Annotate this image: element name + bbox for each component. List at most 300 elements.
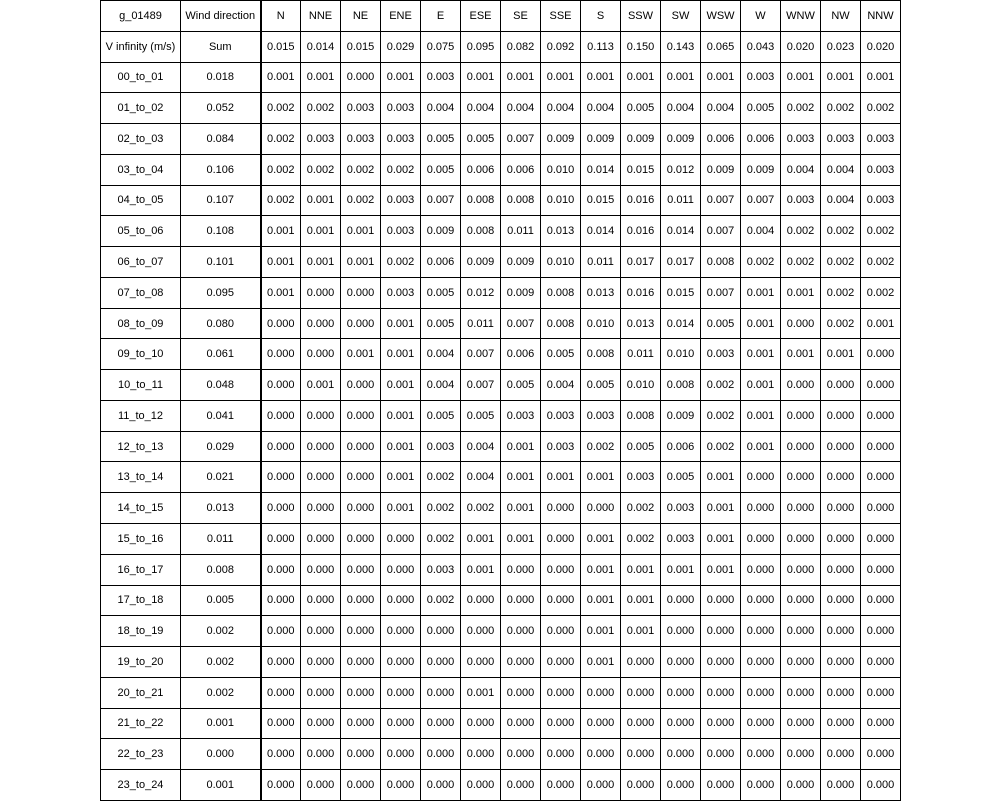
direction-header-wnw: WNW — [781, 1, 821, 32]
frequency-cell: 0.008 — [661, 370, 701, 401]
frequency-cell: 0.000 — [341, 493, 381, 524]
frequency-cell: 0.000 — [821, 647, 861, 678]
table-row — [101, 493, 901, 524]
frequency-cell: 0.001 — [501, 431, 541, 462]
row-sum: 0.005 — [181, 585, 261, 616]
frequency-cell: 0.002 — [861, 277, 901, 308]
frequency-cell: 0.005 — [621, 431, 661, 462]
frequency-cell: 0.001 — [741, 277, 781, 308]
frequency-cell: 0.006 — [501, 339, 541, 370]
table-row — [101, 616, 901, 647]
frequency-cell: 0.001 — [541, 62, 581, 93]
frequency-cell: 0.007 — [501, 308, 541, 339]
frequency-cell: 0.000 — [381, 616, 421, 647]
frequency-cell: 0.000 — [261, 616, 301, 647]
direction-total-se: 0.082 — [501, 31, 541, 62]
frequency-cell: 0.000 — [461, 739, 501, 770]
frequency-cell: 0.002 — [261, 93, 301, 124]
frequency-cell: 0.000 — [541, 524, 581, 555]
direction-header-sw: SW — [661, 1, 701, 32]
sum-header: Sum — [181, 31, 261, 62]
frequency-cell: 0.000 — [301, 462, 341, 493]
frequency-cell: 0.000 — [261, 308, 301, 339]
frequency-cell: 0.000 — [301, 770, 341, 801]
frequency-cell: 0.007 — [741, 185, 781, 216]
frequency-cell: 0.003 — [661, 524, 701, 555]
frequency-cell: 0.014 — [581, 154, 621, 185]
direction-header-ese: ESE — [461, 1, 501, 32]
frequency-cell: 0.001 — [261, 277, 301, 308]
frequency-cell: 0.002 — [861, 247, 901, 278]
row-sum: 0.061 — [181, 339, 261, 370]
frequency-cell: 0.000 — [541, 708, 581, 739]
frequency-cell: 0.001 — [301, 216, 341, 247]
frequency-cell: 0.007 — [701, 185, 741, 216]
frequency-cell: 0.000 — [261, 770, 301, 801]
table-row — [101, 585, 901, 616]
frequency-cell: 0.000 — [781, 431, 821, 462]
frequency-cell: 0.000 — [341, 647, 381, 678]
frequency-cell: 0.000 — [301, 708, 341, 739]
table-row — [101, 524, 901, 555]
frequency-cell: 0.000 — [261, 400, 301, 431]
frequency-cell: 0.002 — [301, 154, 341, 185]
speed-bin-label: 00_to_01 — [101, 62, 181, 93]
frequency-cell: 0.004 — [701, 93, 741, 124]
frequency-cell: 0.007 — [701, 216, 741, 247]
frequency-cell: 0.014 — [661, 216, 701, 247]
frequency-cell: 0.001 — [541, 462, 581, 493]
frequency-cell: 0.002 — [701, 370, 741, 401]
frequency-cell: 0.000 — [301, 739, 341, 770]
frequency-cell: 0.000 — [301, 493, 341, 524]
row-sum: 0.084 — [181, 124, 261, 155]
frequency-cell: 0.008 — [621, 400, 661, 431]
frequency-cell: 0.003 — [541, 400, 581, 431]
frequency-cell: 0.003 — [621, 462, 661, 493]
wind-direction-header: Wind direction — [181, 1, 261, 32]
frequency-cell: 0.000 — [341, 770, 381, 801]
frequency-cell: 0.002 — [821, 216, 861, 247]
frequency-cell: 0.003 — [341, 93, 381, 124]
frequency-cell: 0.000 — [621, 770, 661, 801]
frequency-cell: 0.001 — [261, 216, 301, 247]
frequency-cell: 0.000 — [661, 647, 701, 678]
frequency-cell: 0.000 — [701, 677, 741, 708]
frequency-cell: 0.004 — [781, 154, 821, 185]
row-sum: 0.041 — [181, 400, 261, 431]
frequency-cell: 0.001 — [821, 339, 861, 370]
frequency-cell: 0.002 — [861, 93, 901, 124]
frequency-cell: 0.000 — [261, 493, 301, 524]
frequency-cell: 0.000 — [341, 708, 381, 739]
frequency-cell: 0.000 — [461, 616, 501, 647]
frequency-cell: 0.000 — [381, 585, 421, 616]
frequency-cell: 0.002 — [821, 308, 861, 339]
frequency-cell: 0.000 — [501, 708, 541, 739]
frequency-cell: 0.003 — [381, 277, 421, 308]
frequency-cell: 0.001 — [381, 339, 421, 370]
frequency-cell: 0.004 — [501, 93, 541, 124]
frequency-cell: 0.010 — [541, 247, 581, 278]
frequency-cell: 0.001 — [381, 462, 421, 493]
frequency-cell: 0.001 — [661, 554, 701, 585]
frequency-cell: 0.000 — [701, 647, 741, 678]
frequency-cell: 0.004 — [821, 185, 861, 216]
direction-total-nne: 0.014 — [301, 31, 341, 62]
frequency-cell: 0.001 — [381, 431, 421, 462]
frequency-cell: 0.004 — [541, 370, 581, 401]
frequency-cell: 0.000 — [261, 585, 301, 616]
frequency-cell: 0.000 — [701, 708, 741, 739]
frequency-cell: 0.000 — [781, 400, 821, 431]
speed-bin-label: 21_to_22 — [101, 708, 181, 739]
frequency-cell: 0.000 — [741, 493, 781, 524]
frequency-cell: 0.000 — [301, 677, 341, 708]
frequency-cell: 0.000 — [341, 585, 381, 616]
frequency-cell: 0.000 — [341, 370, 381, 401]
frequency-cell: 0.005 — [741, 93, 781, 124]
row-sum: 0.107 — [181, 185, 261, 216]
frequency-cell: 0.000 — [461, 708, 501, 739]
frequency-cell: 0.000 — [821, 493, 861, 524]
frequency-cell: 0.000 — [821, 462, 861, 493]
frequency-cell: 0.000 — [341, 739, 381, 770]
frequency-cell: 0.000 — [381, 677, 421, 708]
frequency-cell: 0.002 — [621, 493, 661, 524]
row-sum: 0.000 — [181, 739, 261, 770]
frequency-cell: 0.007 — [701, 277, 741, 308]
frequency-cell: 0.009 — [421, 216, 461, 247]
frequency-cell: 0.001 — [301, 370, 341, 401]
frequency-cell: 0.001 — [301, 62, 341, 93]
frequency-cell: 0.001 — [581, 62, 621, 93]
frequency-cell: 0.000 — [861, 770, 901, 801]
frequency-cell: 0.001 — [461, 62, 501, 93]
frequency-cell: 0.000 — [261, 554, 301, 585]
frequency-cell: 0.000 — [861, 370, 901, 401]
frequency-cell: 0.012 — [661, 154, 701, 185]
frequency-cell: 0.000 — [261, 708, 301, 739]
speed-bin-label: 13_to_14 — [101, 462, 181, 493]
frequency-cell: 0.002 — [821, 247, 861, 278]
frequency-cell: 0.008 — [541, 308, 581, 339]
frequency-cell: 0.000 — [781, 493, 821, 524]
frequency-cell: 0.004 — [461, 462, 501, 493]
frequency-cell: 0.014 — [661, 308, 701, 339]
frequency-cell: 0.004 — [541, 93, 581, 124]
frequency-cell: 0.001 — [581, 524, 621, 555]
frequency-cell: 0.002 — [341, 185, 381, 216]
frequency-cell: 0.001 — [621, 62, 661, 93]
frequency-cell: 0.000 — [861, 493, 901, 524]
frequency-cell: 0.000 — [341, 462, 381, 493]
frequency-cell: 0.016 — [621, 277, 661, 308]
frequency-cell: 0.000 — [661, 770, 701, 801]
frequency-cell: 0.011 — [581, 247, 621, 278]
table-row — [101, 431, 901, 462]
frequency-cell: 0.000 — [861, 554, 901, 585]
frequency-cell: 0.000 — [821, 370, 861, 401]
frequency-cell: 0.000 — [861, 339, 901, 370]
frequency-cell: 0.011 — [501, 216, 541, 247]
frequency-cell: 0.000 — [341, 524, 381, 555]
row-sum: 0.001 — [181, 770, 261, 801]
speed-bin-label: 12_to_13 — [101, 431, 181, 462]
frequency-cell: 0.000 — [781, 616, 821, 647]
speed-bin-label: 01_to_02 — [101, 93, 181, 124]
frequency-cell: 0.000 — [821, 708, 861, 739]
frequency-cell: 0.003 — [541, 431, 581, 462]
frequency-cell: 0.002 — [701, 431, 741, 462]
frequency-cell: 0.001 — [341, 216, 381, 247]
frequency-cell: 0.003 — [421, 431, 461, 462]
frequency-cell: 0.000 — [381, 524, 421, 555]
frequency-cell: 0.000 — [861, 647, 901, 678]
table-row — [101, 708, 901, 739]
frequency-cell: 0.009 — [581, 124, 621, 155]
frequency-cell: 0.000 — [541, 616, 581, 647]
frequency-cell: 0.002 — [301, 93, 341, 124]
direction-total-ne: 0.015 — [341, 31, 381, 62]
frequency-cell: 0.001 — [301, 185, 341, 216]
frequency-cell: 0.001 — [581, 585, 621, 616]
table-id-cell: g_01489 — [101, 1, 181, 32]
frequency-cell: 0.007 — [461, 370, 501, 401]
frequency-cell: 0.004 — [821, 154, 861, 185]
wind-frequency-table — [100, 0, 901, 801]
frequency-cell: 0.007 — [501, 124, 541, 155]
table-row — [101, 677, 901, 708]
frequency-cell: 0.004 — [741, 216, 781, 247]
frequency-cell: 0.000 — [861, 739, 901, 770]
frequency-cell: 0.000 — [301, 554, 341, 585]
frequency-cell: 0.000 — [741, 554, 781, 585]
table-row — [101, 739, 901, 770]
frequency-cell: 0.000 — [701, 770, 741, 801]
frequency-cell: 0.000 — [781, 554, 821, 585]
frequency-cell: 0.001 — [581, 616, 621, 647]
frequency-cell: 0.002 — [781, 247, 821, 278]
frequency-cell: 0.001 — [381, 370, 421, 401]
frequency-cell: 0.000 — [741, 585, 781, 616]
frequency-cell: 0.000 — [781, 770, 821, 801]
frequency-cell: 0.000 — [861, 462, 901, 493]
frequency-cell: 0.000 — [541, 585, 581, 616]
header-row — [101, 1, 901, 32]
frequency-cell: 0.000 — [261, 370, 301, 401]
frequency-cell: 0.000 — [341, 277, 381, 308]
row-sum: 0.011 — [181, 524, 261, 555]
frequency-cell: 0.000 — [421, 770, 461, 801]
frequency-cell: 0.000 — [861, 524, 901, 555]
frequency-cell: 0.000 — [501, 677, 541, 708]
direction-total-ese: 0.095 — [461, 31, 501, 62]
frequency-cell: 0.001 — [501, 62, 541, 93]
frequency-cell: 0.001 — [701, 554, 741, 585]
frequency-cell: 0.000 — [861, 400, 901, 431]
row-sum: 0.018 — [181, 62, 261, 93]
frequency-cell: 0.002 — [821, 93, 861, 124]
frequency-cell: 0.003 — [581, 400, 621, 431]
frequency-cell: 0.009 — [661, 124, 701, 155]
row-sum: 0.008 — [181, 554, 261, 585]
frequency-cell: 0.000 — [261, 677, 301, 708]
frequency-cell: 0.008 — [581, 339, 621, 370]
frequency-cell: 0.003 — [421, 554, 461, 585]
summary-row — [101, 31, 901, 62]
frequency-cell: 0.013 — [541, 216, 581, 247]
frequency-cell: 0.001 — [661, 62, 701, 93]
frequency-cell: 0.001 — [501, 493, 541, 524]
table-row — [101, 93, 901, 124]
frequency-cell: 0.001 — [261, 247, 301, 278]
frequency-cell: 0.000 — [341, 554, 381, 585]
row-sum: 0.002 — [181, 677, 261, 708]
frequency-cell: 0.000 — [821, 739, 861, 770]
frequency-cell: 0.003 — [861, 185, 901, 216]
frequency-cell: 0.000 — [661, 708, 701, 739]
frequency-cell: 0.002 — [381, 154, 421, 185]
frequency-cell: 0.001 — [501, 462, 541, 493]
frequency-cell: 0.015 — [581, 185, 621, 216]
table-row — [101, 62, 901, 93]
direction-total-ssw: 0.150 — [621, 31, 661, 62]
frequency-cell: 0.001 — [261, 62, 301, 93]
row-sum: 0.013 — [181, 493, 261, 524]
speed-bin-label: 02_to_03 — [101, 124, 181, 155]
frequency-cell: 0.001 — [581, 647, 621, 678]
frequency-cell: 0.002 — [421, 462, 461, 493]
table-row — [101, 554, 901, 585]
speed-bin-label: 09_to_10 — [101, 339, 181, 370]
frequency-cell: 0.001 — [501, 524, 541, 555]
frequency-cell: 0.000 — [701, 616, 741, 647]
speed-bin-label: 07_to_08 — [101, 277, 181, 308]
v-infinity-label: V infinity (m/s) — [101, 31, 181, 62]
frequency-cell: 0.000 — [461, 770, 501, 801]
frequency-cell: 0.000 — [741, 524, 781, 555]
frequency-cell: 0.010 — [581, 308, 621, 339]
frequency-cell: 0.002 — [421, 585, 461, 616]
frequency-cell: 0.002 — [261, 154, 301, 185]
frequency-cell: 0.000 — [501, 585, 541, 616]
frequency-cell: 0.000 — [741, 647, 781, 678]
frequency-cell: 0.005 — [701, 308, 741, 339]
frequency-cell: 0.008 — [461, 216, 501, 247]
frequency-cell: 0.001 — [461, 524, 501, 555]
table-row — [101, 277, 901, 308]
frequency-cell: 0.005 — [421, 124, 461, 155]
frequency-cell: 0.001 — [381, 62, 421, 93]
frequency-cell: 0.009 — [501, 247, 541, 278]
frequency-cell: 0.004 — [581, 93, 621, 124]
frequency-cell: 0.004 — [421, 339, 461, 370]
frequency-cell: 0.000 — [781, 308, 821, 339]
frequency-cell: 0.000 — [341, 400, 381, 431]
row-sum: 0.052 — [181, 93, 261, 124]
frequency-cell: 0.000 — [781, 524, 821, 555]
frequency-cell: 0.000 — [781, 677, 821, 708]
frequency-cell: 0.006 — [701, 124, 741, 155]
speed-bin-label: 19_to_20 — [101, 647, 181, 678]
frequency-cell: 0.015 — [621, 154, 661, 185]
frequency-cell: 0.017 — [621, 247, 661, 278]
frequency-cell: 0.003 — [701, 339, 741, 370]
frequency-cell: 0.000 — [301, 616, 341, 647]
frequency-cell: 0.001 — [461, 554, 501, 585]
frequency-cell: 0.016 — [621, 216, 661, 247]
frequency-cell: 0.001 — [701, 524, 741, 555]
frequency-cell: 0.000 — [381, 739, 421, 770]
frequency-cell: 0.000 — [501, 647, 541, 678]
frequency-cell: 0.003 — [381, 185, 421, 216]
frequency-cell: 0.000 — [741, 770, 781, 801]
frequency-cell: 0.001 — [581, 462, 621, 493]
speed-bin-label: 10_to_11 — [101, 370, 181, 401]
frequency-cell: 0.005 — [461, 400, 501, 431]
frequency-cell: 0.000 — [381, 647, 421, 678]
frequency-cell: 0.000 — [501, 616, 541, 647]
direction-header-nne: NNE — [301, 1, 341, 32]
direction-total-wsw: 0.065 — [701, 31, 741, 62]
frequency-cell: 0.003 — [501, 400, 541, 431]
direction-header-ssw: SSW — [621, 1, 661, 32]
frequency-cell: 0.005 — [421, 400, 461, 431]
frequency-cell: 0.000 — [461, 647, 501, 678]
frequency-cell: 0.004 — [421, 93, 461, 124]
frequency-cell: 0.009 — [621, 124, 661, 155]
frequency-cell: 0.001 — [741, 370, 781, 401]
direction-header-w: W — [741, 1, 781, 32]
table-row — [101, 308, 901, 339]
direction-header-n: N — [261, 1, 301, 32]
frequency-cell: 0.001 — [781, 339, 821, 370]
frequency-cell: 0.000 — [301, 647, 341, 678]
frequency-cell: 0.000 — [861, 677, 901, 708]
frequency-cell: 0.016 — [621, 185, 661, 216]
frequency-cell: 0.001 — [821, 62, 861, 93]
frequency-cell: 0.002 — [341, 154, 381, 185]
frequency-cell: 0.000 — [381, 554, 421, 585]
frequency-cell: 0.010 — [541, 185, 581, 216]
direction-total-wnw: 0.020 — [781, 31, 821, 62]
frequency-cell: 0.000 — [781, 647, 821, 678]
table-body — [101, 1, 901, 801]
frequency-cell: 0.011 — [661, 185, 701, 216]
frequency-cell: 0.014 — [581, 216, 621, 247]
speed-bin-label: 04_to_05 — [101, 185, 181, 216]
frequency-cell: 0.000 — [741, 677, 781, 708]
speed-bin-label: 11_to_12 — [101, 400, 181, 431]
frequency-cell: 0.004 — [661, 93, 701, 124]
frequency-cell: 0.000 — [861, 431, 901, 462]
frequency-cell: 0.001 — [381, 400, 421, 431]
frequency-cell: 0.005 — [421, 154, 461, 185]
frequency-cell: 0.001 — [701, 62, 741, 93]
frequency-cell: 0.000 — [781, 370, 821, 401]
frequency-cell: 0.000 — [701, 585, 741, 616]
table-row — [101, 216, 901, 247]
frequency-cell: 0.001 — [781, 277, 821, 308]
frequency-cell: 0.002 — [381, 247, 421, 278]
frequency-cell: 0.000 — [541, 739, 581, 770]
speed-bin-label: 15_to_16 — [101, 524, 181, 555]
frequency-cell: 0.001 — [381, 308, 421, 339]
frequency-cell: 0.000 — [301, 277, 341, 308]
table-row — [101, 185, 901, 216]
frequency-cell: 0.000 — [381, 708, 421, 739]
